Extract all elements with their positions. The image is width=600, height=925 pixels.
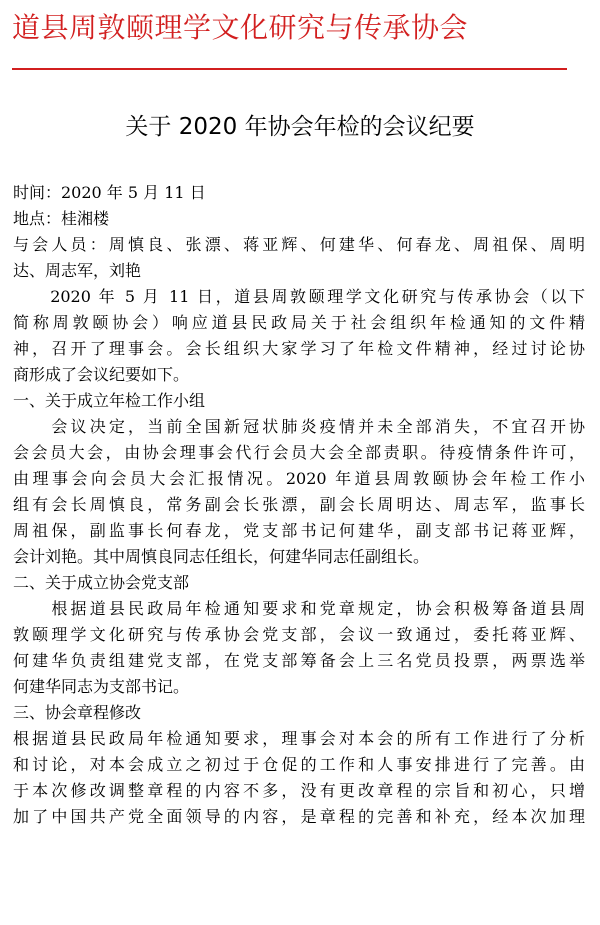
paragraph-line: 何建华同志为支部书记。 xyxy=(13,677,190,696)
paragraph-line: 根据道县民政局年检通知要求，理事会对本会的所有工作进行了分析 xyxy=(13,729,585,748)
header-divider xyxy=(12,68,567,70)
attendees-line: 达、周志军，刘艳 xyxy=(13,261,142,280)
meeting-time: 时间：2020 年 5 月 11 日 xyxy=(13,183,206,202)
section-heading: 二、关于成立协会党支部 xyxy=(13,573,190,592)
paragraph-line: 和讨论，对本会成立之初过于仓促的工作和人事安排进行了完善。由 xyxy=(13,755,585,774)
paragraph-line: 组有会长周慎良，常务副会长张漂，副会长周明达、周志军，监事长 xyxy=(13,495,585,514)
paragraph-line: 会会员大会，由协会理事会代行会员大会全部责职。待疫情条件许可， xyxy=(13,443,585,462)
paragraph-line: 根据道县民政局年检通知要求和党章规定，协会积极筹备道县周 xyxy=(13,599,585,618)
section-heading: 三、协会章程修改 xyxy=(13,703,142,722)
paragraph-line: 神，召开了理事会。会长组织大家学习了年检文件精神，经过讨论协 xyxy=(13,339,585,358)
document-title: 关于 2020 年协会年检的会议纪要 xyxy=(125,114,475,140)
paragraph-line: 商形成了会议纪要如下。 xyxy=(13,365,190,384)
paragraph-line: 会计刘艳。其中周慎良同志任组长，何建华同志任副组长。 xyxy=(13,547,430,566)
section-heading: 一、关于成立年检工作小组 xyxy=(13,391,206,410)
attendees-line: 与会人员：周慎良、张漂、蒋亚辉、何建华、何春龙、周祖保、周明 xyxy=(13,235,585,254)
document-body xyxy=(13,180,585,830)
paragraph-line: 简称周敦颐协会）响应道县民政局关于社会组织年检通知的文件精 xyxy=(13,313,585,332)
paragraph-line: 加了中国共产党全面领导的内容，是章程的完善和补充，经本次加理 xyxy=(13,807,585,826)
paragraph-line: 周祖保，副监事长何春龙，党支部书记何建华，副支部书记蒋亚辉， xyxy=(13,521,585,540)
paragraph-line: 由理事会向会员大会汇报情况。2020 年道县周敦颐协会年检工作小 xyxy=(13,469,585,488)
paragraph-line: 会议决定，当前全国新冠状肺炎疫情并未全部消失，不宜召开协 xyxy=(13,417,585,436)
paragraph-line: 何建华负责组建党支部，在党支部筹备会上三名党员投票，两票选举 xyxy=(13,651,585,670)
paragraph-line: 2020 年 5 月 11 日，道县周敦颐理学文化研究与传承协会（以下 xyxy=(13,287,585,306)
paragraph-line: 敦颐理学文化研究与传承协会党支部，会议一致通过，委托蒋亚辉、 xyxy=(13,625,585,644)
meeting-place: 地点：桂湘楼 xyxy=(13,209,110,228)
paragraph-line: 于本次修改调整章程的内容不多，没有更改章程的宗旨和初心，只增 xyxy=(13,781,585,800)
organization-title: 道县周敦颐理学文化研究与传承协会 xyxy=(12,11,469,44)
